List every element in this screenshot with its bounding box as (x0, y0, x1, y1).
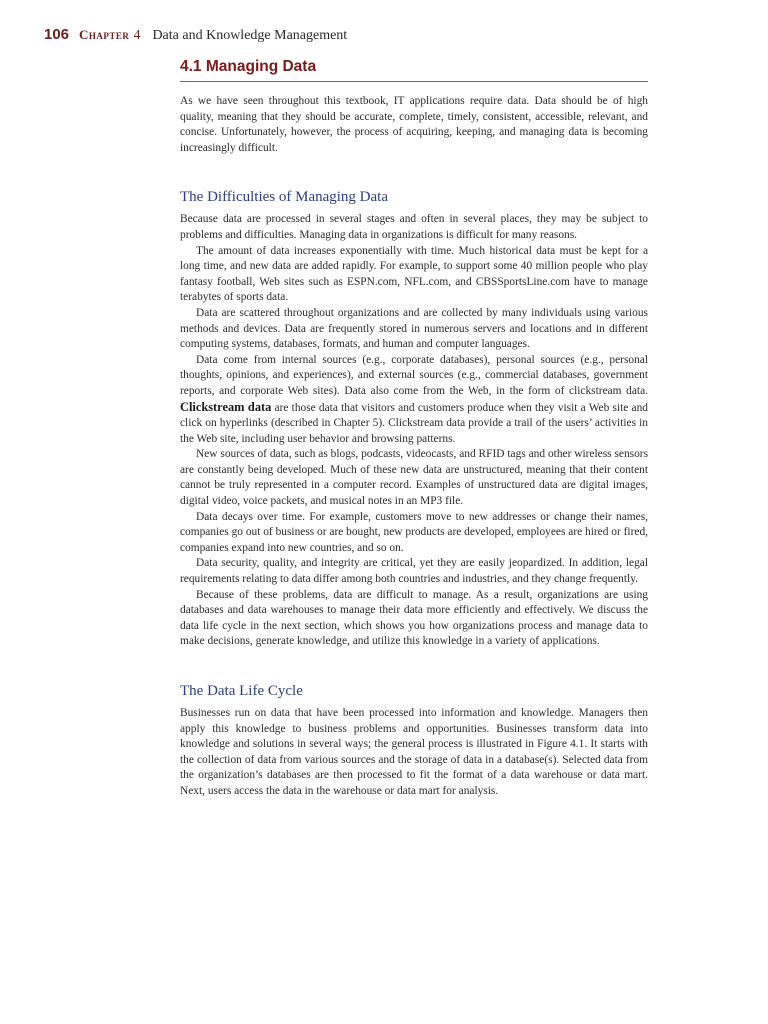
chapter-label: Chapter (79, 27, 130, 42)
running-head (44, 26, 347, 44)
difficulties-paragraph-5: New sources of data, such as blogs, podcasts, videocasts, and RFID tags and other wireless sensors are constantly being developed. Much of these new data are unstructured, meaning that their content cannot be truly represented in a computer record. Examples of unstructured data are digital images, digital video, voice packets, and musical notes in an MP3 file. (180, 448, 648, 508)
lifecycle-paragraph-1: Businesses run on data that have been processed into information and knowledge. Managers then apply this knowledge to business problems and opportunities. Businesses transform data into knowledge and solutions in several ways; the general process is illustrated in Figure 4.1. It starts with the collection of data from various sources and the storage of data in a database(s). Selected data from the organization’s databases are then processed to fit the format of a data warehouse or data mart. Next, users access the data in the warehouse or data mart for analysis. (180, 707, 648, 797)
difficulties-paragraph-1: Because data are processed in several stages and often in several places, they may be subject to problems and difficulties. Managing data in organizations is difficult for many reasons. (180, 213, 648, 241)
subheading-difficulties: The Difficulties of Managing Data (180, 189, 388, 206)
chapter-title: Data and Knowledge Management (152, 28, 348, 43)
difficulties-paragraph-8: Because of these problems, data are difficult to manage. As a result, organizations are using databases and data warehouses to manage their data more efficiently and effectively. We discuss the data life cycle in the next section, which shows you how organizations process and manage data to make decisions, generate knowledge, and utilize this knowledge in a variety of applications. (180, 588, 648, 648)
key-term-clickstream: Clickstream data (180, 399, 272, 414)
difficulties-paragraph-3: Data are scattered throughout organizations and are collected by many individuals using various methods and devices. Data are frequently stored in numerous servers and locations and in different computing systems, databases, formats, and human and computer languages. (180, 306, 648, 351)
page-body (180, 94, 648, 800)
page-number: 106 (44, 26, 70, 43)
chapter-number: 4 (133, 28, 141, 43)
difficulties-paragraph-7: Data security, quality, and integrity are critical, yet they are easily jeopardized. In addition, legal requirements relating to data differ among both countries and industries, and they change frequently. (180, 557, 648, 586)
section-title: 4.1 Managing Data (180, 58, 648, 82)
p4-text-after: are those data that visitors and customers produce when they visit a Web site and click on hyperlinks (described in Chapter 5). Clickstream data provide a trail of the users’ activities in the Web site, including user behavior and browsing patterns. (180, 401, 648, 445)
subheading-data-life-cycle: The Data Life Cycle (180, 683, 303, 699)
p4-text-before: Data come from internal sources (e.g., corporate databases), personal sources (e.g., personal thoughts, opinions, and experiences), and external sources (e.g., commercial databases, government reports, and corporate Web sites). Data also come from the Web, in the form of clickstream data. (180, 353, 648, 397)
difficulties-paragraph-4 (180, 353, 648, 448)
difficulties-paragraph-6: Data decays over time. For example, customers move to new addresses or change their names, companies go out of business or are bought, new products are developed, employees are hired or fired, companies expand into new countries, and so on. (180, 510, 648, 554)
difficulties-paragraph-2: The amount of data increases exponentially with time. Much historical data must be kept for a long time, and new data are added rapidly. For example, to support some 40 million people who play fantasy football, Web sites such as ESPN.com, NFL.com, and CBSSportsLine.com have to manage terabytes of sports data. (180, 244, 648, 304)
intro-paragraph: As we have seen throughout this textbook, IT applications require data. Data should be of high quality, meaning that they should be accurate, complete, timely, consistent, accessible, relevant, and concise. Unfortunately, however, the process of acquiring, keeping, and managing data is becoming increasingly difficult. (180, 95, 648, 154)
